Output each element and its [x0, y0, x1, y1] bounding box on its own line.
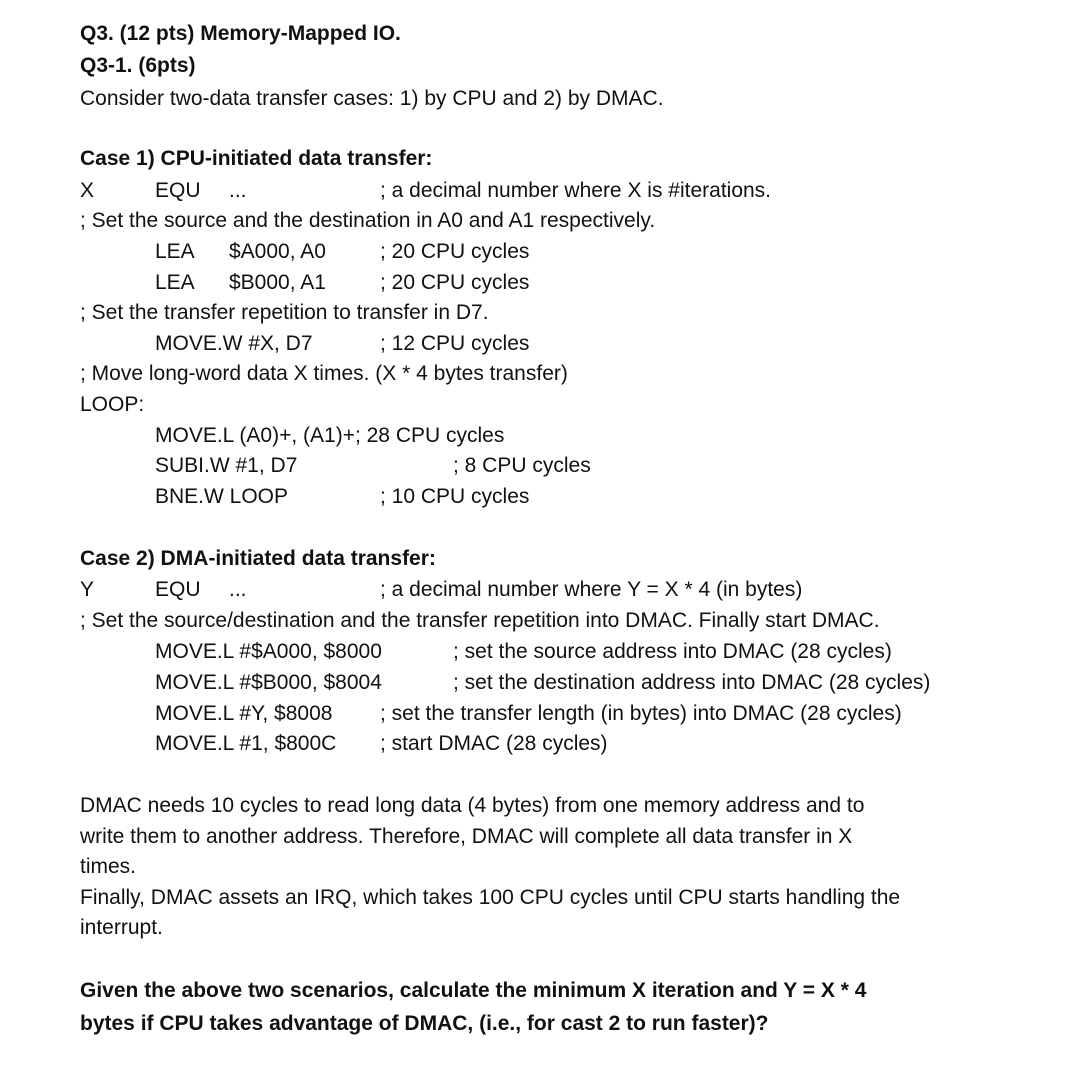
- equ-comment: ; a decimal number where X is #iterations.: [380, 179, 772, 202]
- explanation-line: times.: [80, 855, 137, 878]
- subi-instr: SUBI.W #1, D7: [155, 454, 298, 477]
- equ-label: Y: [80, 578, 95, 601]
- equ-label: X: [80, 179, 95, 202]
- comment-move-long: ; Move long-word data X times. (X * 4 bytes transfer): [80, 362, 568, 385]
- equ-op: EQU: [155, 578, 201, 601]
- subi-comment: ; 8 CPU cycles: [453, 454, 591, 477]
- move-comment: ; start DMAC (28 cycles): [380, 732, 608, 755]
- case1-heading: Case 1) CPU-initiated data transfer:: [80, 147, 433, 170]
- comment-set-source: ; Set the source and the destination in A0 and A1 respectively.: [80, 209, 656, 232]
- move-comment: ; set the destination address into DMAC (28 cycles): [453, 671, 931, 694]
- explanation-line: interrupt.: [80, 916, 163, 939]
- lea-op: LEA: [155, 240, 195, 263]
- move-instr: MOVE.L #Y, $8008: [155, 702, 333, 725]
- question-prompt-line: bytes if CPU takes advantage of DMAC, (i.e., for cast 2 to run faster)?: [80, 1012, 769, 1035]
- loop-label: LOOP:: [80, 393, 145, 416]
- explanation-line: Finally, DMAC assets an IRQ, which takes 100 CPU cycles until CPU starts handling the: [80, 886, 901, 909]
- intro-text: Consider two-data transfer cases: 1) by CPU and 2) by DMAC.: [80, 87, 664, 110]
- lea-comment: ; 20 CPU cycles: [380, 271, 530, 294]
- move-w-comment: ; 12 CPU cycles: [380, 332, 530, 355]
- bne-comment: ; 10 CPU cycles: [380, 485, 530, 508]
- move-l-line: MOVE.L (A0)+, (A1)+; 28 CPU cycles: [155, 424, 505, 447]
- lea-op: LEA: [155, 271, 195, 294]
- question-subtitle: Q3-1. (6pts): [80, 54, 196, 77]
- lea-comment: ; 20 CPU cycles: [380, 240, 530, 263]
- equ-comment: ; a decimal number where Y = X * 4 (in bytes): [380, 578, 803, 601]
- comment-repetition: ; Set the transfer repetition to transfer in D7.: [80, 301, 489, 324]
- move-w-instr: MOVE.W #X, D7: [155, 332, 313, 355]
- bne-instr: BNE.W LOOP: [155, 485, 289, 508]
- move-comment: ; set the source address into DMAC (28 cycles): [453, 640, 892, 663]
- equ-arg: ...: [229, 578, 247, 601]
- move-instr: MOVE.L #1, $800C: [155, 732, 337, 755]
- move-instr: MOVE.L #$A000, $8000: [155, 640, 382, 663]
- lea-args: $B000, A1: [229, 271, 326, 294]
- case2-heading: Case 2) DMA-initiated data transfer:: [80, 547, 436, 570]
- comment-set-dmac: ; Set the source/destination and the transfer repetition into DMAC. Finally start DMAC.: [80, 609, 880, 632]
- move-comment: ; set the transfer length (in bytes) into DMAC (28 cycles): [380, 702, 902, 725]
- question-title: Q3. (12 pts) Memory-Mapped IO.: [80, 22, 401, 45]
- question-prompt-line: Given the above two scenarios, calculate the minimum X iteration and Y = X * 4: [80, 979, 867, 1002]
- explanation-line: write them to another address. Therefore, DMAC will complete all data transfer in X: [80, 825, 853, 848]
- lea-args: $A000, A0: [229, 240, 326, 263]
- equ-arg: ...: [229, 179, 247, 202]
- move-instr: MOVE.L #$B000, $8004: [155, 671, 382, 694]
- explanation-line: DMAC needs 10 cycles to read long data (4 bytes) from one memory address and to: [80, 794, 865, 817]
- equ-op: EQU: [155, 179, 201, 202]
